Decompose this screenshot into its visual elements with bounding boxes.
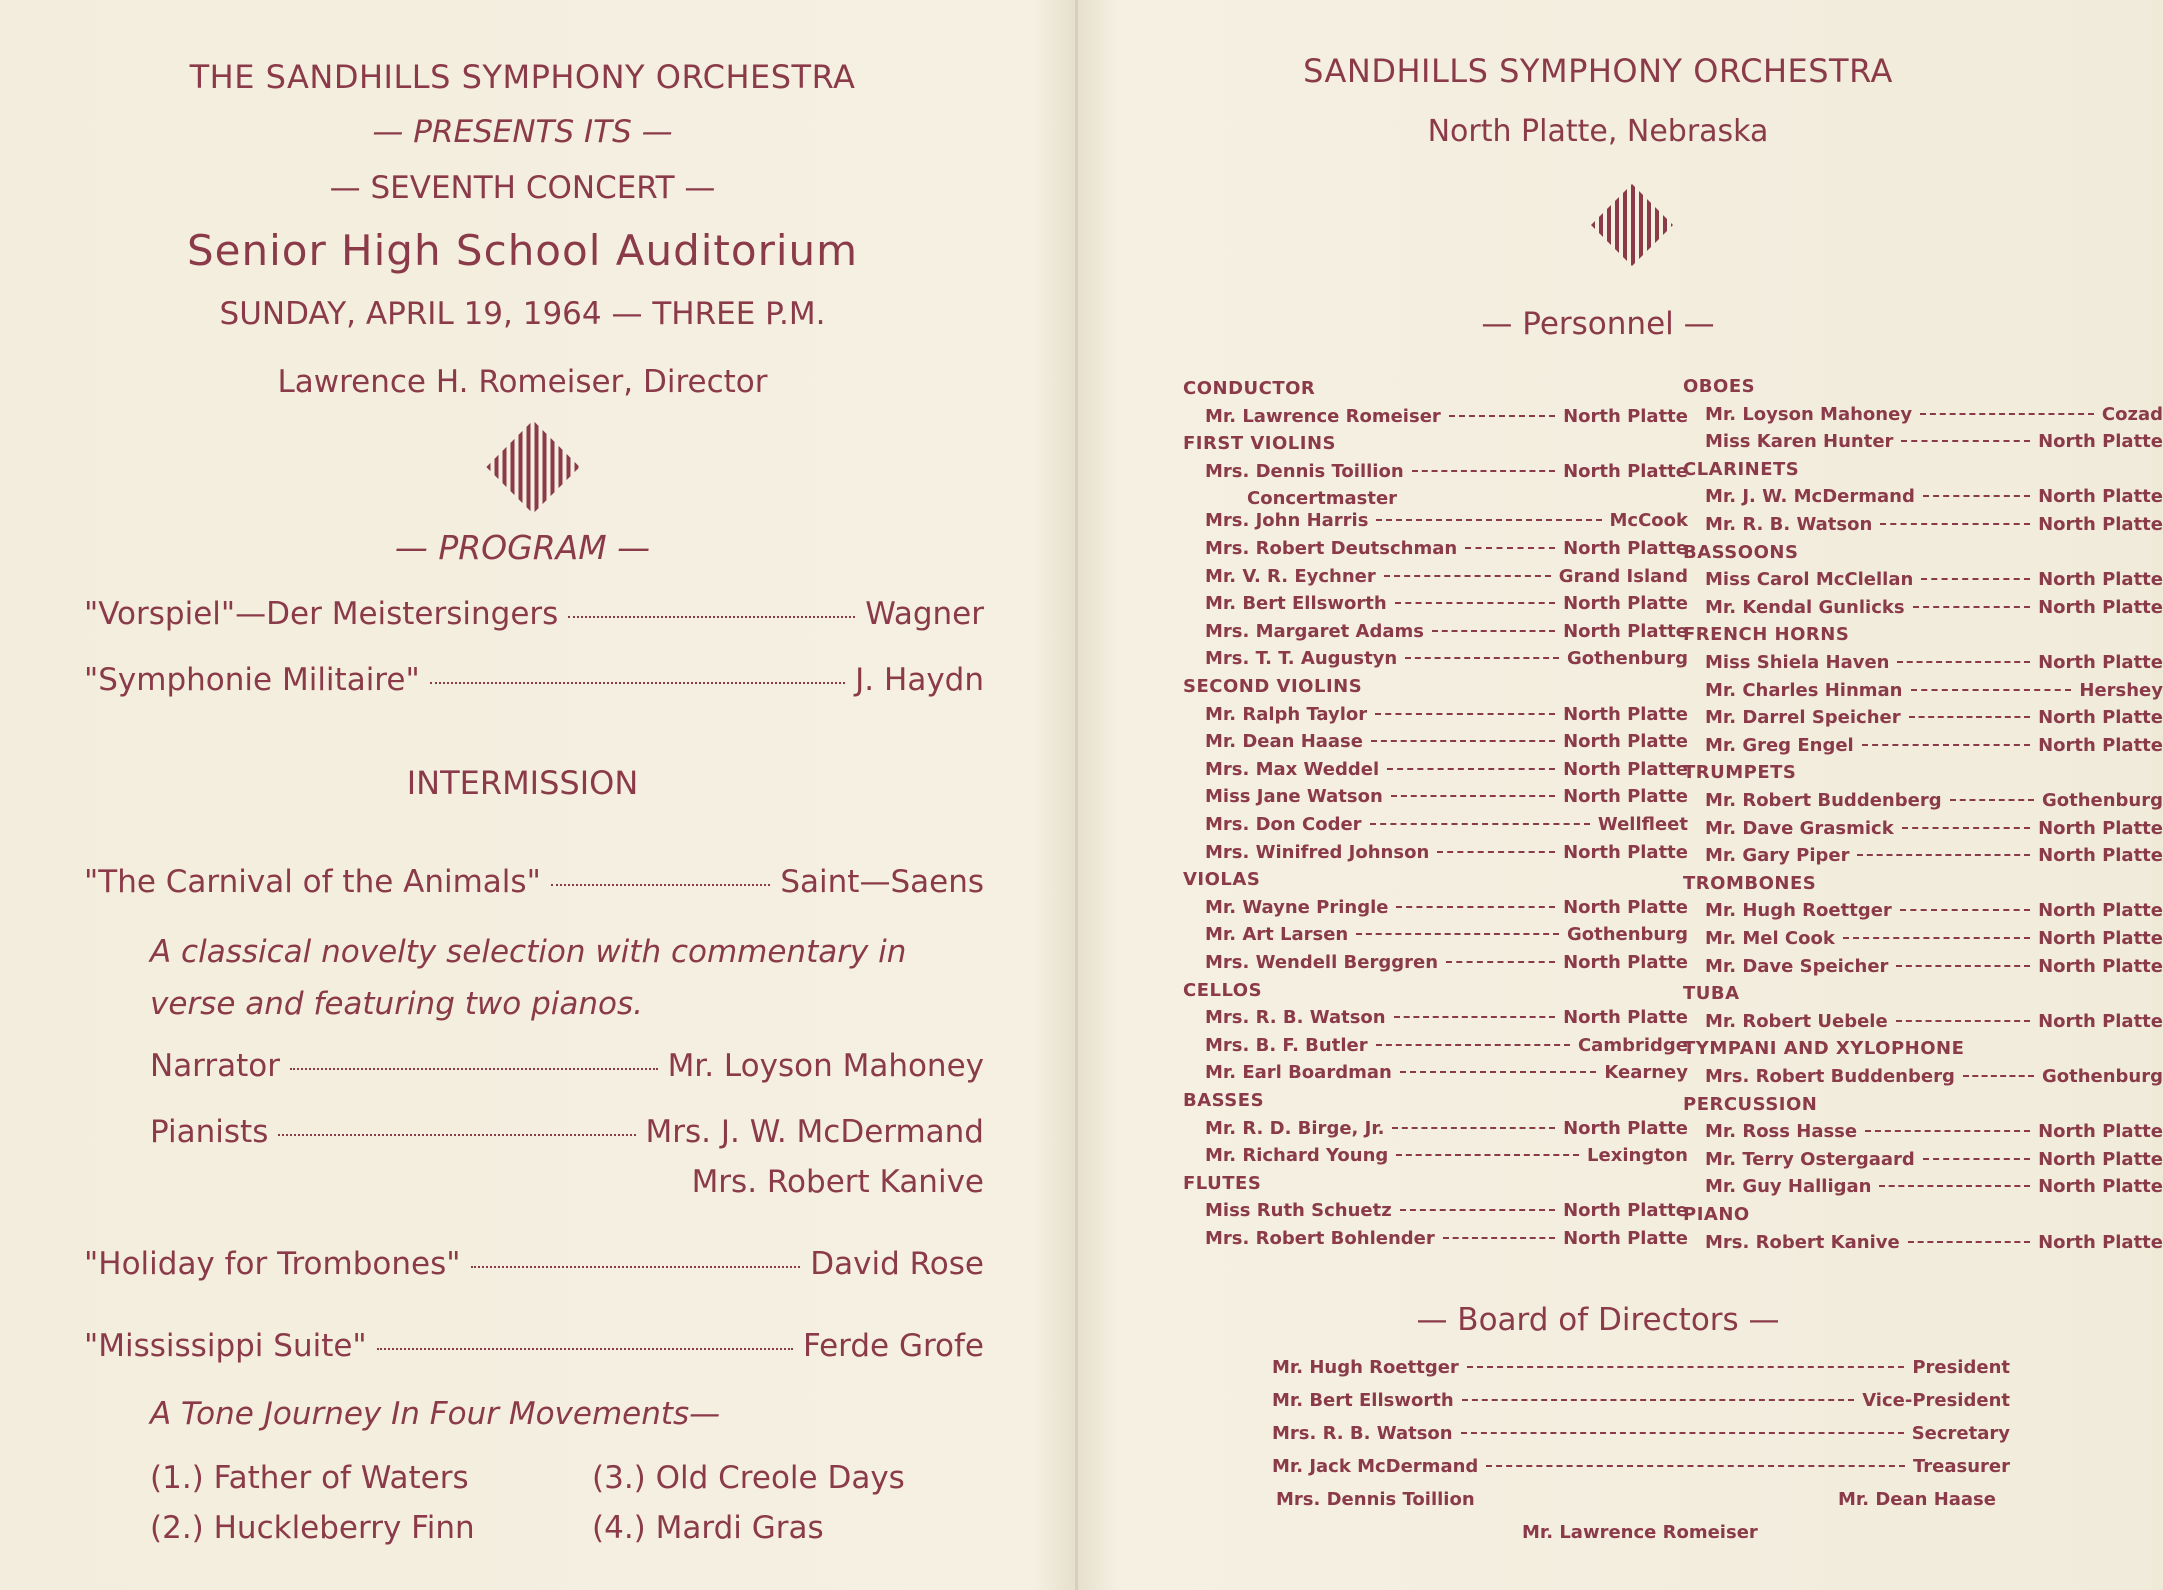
section-heading: CONDUCTOR (1183, 378, 1316, 399)
program-title: "Vorspiel"—Der Meistersingers (84, 596, 559, 632)
member-town: North Platte (2038, 514, 2163, 535)
member-row (1205, 461, 1688, 482)
dash-leader (1880, 523, 2030, 525)
concert-line: — SEVENTH CONCERT — (329, 170, 716, 206)
member-row (1705, 1121, 2163, 1142)
member-town: North Platte (2038, 817, 2163, 839)
left-panel (0, 0, 1075, 1590)
member-name: Mrs. Robert Buddenberg (1705, 1066, 1955, 1087)
member-row (1205, 510, 1688, 531)
section-heading: SECOND VIOLINS (1183, 676, 1363, 697)
member-name: Mr. Hugh Roettger (1705, 900, 1892, 922)
dash-leader (1412, 470, 1555, 472)
section-heading: VIOLAS (1183, 869, 1261, 891)
member-town: North Platte (2038, 1148, 2163, 1170)
member-town: North Platte (1563, 841, 1688, 863)
member-row (1705, 597, 2163, 618)
pianist-name: Mrs. Robert Kanive (691, 1164, 984, 1200)
member-town: North Platte (1563, 1007, 1688, 1029)
board-member-name: Mrs. R. B. Watson (1272, 1423, 1453, 1444)
member-row (1705, 680, 2163, 701)
member-name: Mr. Art Larsen (1205, 924, 1349, 946)
pianists-row (150, 1114, 984, 1150)
personnel-heading: — Personnel — (1481, 306, 1715, 342)
member-town: North Platte (2038, 734, 2163, 756)
member-name: Mrs. T. T. Augustyn (1205, 648, 1398, 670)
dash-leader (1370, 823, 1590, 825)
dash-leader (1400, 1071, 1597, 1073)
member-town: Wellfleet (1597, 814, 1688, 835)
member-town: North Platte (2038, 569, 2163, 591)
member-town: Cozad (2101, 403, 2163, 425)
dash-leader (1384, 575, 1551, 577)
member-town: North Platte (2038, 596, 2163, 618)
dash-leader (1387, 768, 1555, 770)
dash-leader (1920, 413, 2094, 415)
member-name: Mr. Greg Engel (1705, 734, 1854, 756)
dash-leader (1467, 1366, 1905, 1368)
board-member-name: Mrs. Dennis Toillion (1276, 1489, 1475, 1510)
carnival-note: A classical novelty selection with commentary in (150, 934, 907, 970)
program-title: "Symphonie Militaire" (84, 662, 420, 698)
dash-leader (1376, 1044, 1570, 1046)
center-fold (1075, 0, 1078, 1590)
member-town: North Platte (2038, 1121, 2163, 1143)
member-town: North Platte (2038, 707, 2163, 729)
orchestra-title: SANDHILLS SYMPHONY ORCHESTRA (1303, 52, 1893, 90)
member-name: Mr. Dean Haase (1205, 731, 1363, 753)
dash-leader (1896, 965, 2030, 967)
program-composer: J. Haydn (855, 662, 984, 698)
dash-leader (1400, 1209, 1555, 1211)
member-name: Mr. Earl Boardman (1205, 1062, 1392, 1084)
member-row (1205, 1062, 1688, 1083)
member-row (1705, 790, 2163, 811)
member-name: Mr. J. W. McDermand (1705, 486, 1915, 508)
member-name: Mrs. B. F. Butler (1205, 1034, 1368, 1056)
program-heading: — PROGRAM — (394, 528, 651, 567)
member-row (1205, 1228, 1688, 1249)
dash-leader (1901, 440, 2030, 442)
member-town: Hershey (2079, 679, 2163, 701)
member-row (1205, 1118, 1688, 1139)
dash-leader (1405, 657, 1559, 659)
member-town: North Platte (2038, 652, 2163, 673)
dash-leader (1462, 1399, 1855, 1401)
member-name: Mr. Guy Halligan (1705, 1176, 1872, 1198)
member-row (1205, 1145, 1688, 1166)
pianists-label: Pianists (150, 1114, 269, 1150)
narrator-row (150, 1048, 984, 1084)
member-town: North Platte (1563, 758, 1688, 780)
member-name: Miss Karen Hunter (1705, 431, 1894, 453)
movement-item: (2.) Huckleberry Finn (150, 1510, 475, 1546)
member-row (1205, 621, 1688, 642)
member-row (1705, 707, 2163, 728)
member-name: Mrs. Max Weddel (1205, 758, 1380, 780)
program-composer: Wagner (865, 596, 984, 632)
member-row (1705, 486, 2163, 507)
member-town: North Platte (2038, 1010, 2163, 1032)
board-role: Treasurer (1912, 1456, 2010, 1477)
member-town: North Platte (2038, 845, 2163, 867)
member-row (1705, 652, 2163, 673)
board-member-name: Mr. Dean Haase (1838, 1489, 1996, 1510)
dot-leader (430, 682, 845, 684)
dash-leader (1923, 495, 2030, 497)
dash-leader (1461, 1432, 1904, 1434)
member-town: Kearney (1604, 1062, 1688, 1084)
member-row (1705, 735, 2163, 756)
dash-leader (1396, 1154, 1579, 1156)
section-heading: TYMPANI AND XYLOPHONE (1683, 1038, 1965, 1060)
member-town: North Platte (1563, 1200, 1688, 1222)
program-title: "Holiday for Trombones" (84, 1246, 461, 1282)
carnival-note: verse and featuring two pianos. (150, 986, 643, 1022)
member-name: Mrs. John Harris (1205, 510, 1369, 532)
member-name: Mr. Robert Buddenberg (1705, 790, 1942, 811)
member-row (1705, 1066, 2163, 1087)
dash-leader (1394, 1016, 1555, 1018)
dot-leader (377, 1348, 793, 1350)
dot-leader (278, 1134, 635, 1136)
member-name: Mr. Loyson Mahoney (1705, 403, 1913, 425)
member-town: North Platte (2038, 486, 2163, 508)
program-item (84, 1246, 984, 1282)
member-name: Mrs. Dennis Toillion (1205, 460, 1404, 482)
member-town: North Platte (2038, 431, 2163, 453)
member-row (1705, 1176, 2163, 1197)
member-town: Cambridge (1577, 1034, 1688, 1056)
section-heading: TRUMPETS (1683, 762, 1797, 784)
member-name: Mr. R. D. Birge, Jr. (1205, 1117, 1385, 1139)
concert-date: SUNDAY, APRIL 19, 1964 — THREE P.M. (219, 296, 826, 332)
member-row (1705, 956, 2163, 977)
dash-leader (1449, 415, 1555, 417)
member-name: Mr. Darrel Speicher (1705, 707, 1901, 729)
member-row (1705, 514, 2163, 535)
member-role-note: Concertmaster (1247, 488, 1398, 510)
member-row (1205, 759, 1688, 780)
program-title: "The Carnival of the Animals" (84, 864, 541, 900)
member-town: Lexington (1587, 1145, 1688, 1167)
dash-leader (1396, 906, 1555, 908)
dash-leader (1900, 909, 2030, 911)
dash-leader (1371, 740, 1555, 742)
diamond-ornament-icon (486, 420, 579, 513)
section-heading: PIANO (1683, 1204, 1750, 1225)
member-row (1705, 845, 2163, 866)
dash-leader (1896, 1020, 2030, 1022)
dash-leader (1465, 547, 1555, 549)
dash-leader (1908, 1241, 2030, 1243)
member-row (1205, 1035, 1688, 1056)
section-heading: BASSOONS (1683, 541, 1799, 563)
member-town: North Platte (1563, 620, 1688, 642)
board-row (1272, 1390, 2010, 1411)
member-name: Miss Jane Watson (1205, 786, 1383, 808)
diamond-ornament-icon (1591, 184, 1673, 266)
section-heading: BASSES (1183, 1090, 1265, 1111)
member-row (1205, 538, 1688, 559)
member-town: North Platte (2038, 955, 2163, 977)
dash-leader (1902, 827, 2030, 829)
dash-leader (1963, 1075, 2034, 1077)
dash-leader (1897, 661, 2030, 663)
program-title: "Mississippi Suite" (84, 1328, 367, 1364)
dash-leader (1432, 630, 1555, 632)
section-heading: PERCUSSION (1683, 1093, 1818, 1115)
dash-leader (1486, 1465, 1905, 1467)
member-name: Mrs. Robert Bohlender (1205, 1228, 1435, 1249)
member-name: Mr. Lawrence Romeiser (1205, 405, 1441, 427)
dot-leader (471, 1266, 801, 1268)
orchestra-title: THE SANDHILLS SYMPHONY ORCHESTRA (189, 58, 856, 96)
presents-line: — PRESENTS ITS — (372, 114, 673, 150)
member-name: Mr. Kendal Gunlicks (1705, 596, 1905, 618)
member-town: North Platte (2038, 1231, 2163, 1253)
board-row (1272, 1423, 2010, 1444)
pianist-name: Mrs. J. W. McDermand (645, 1114, 984, 1150)
member-name: Mrs. Wendell Berggren (1205, 952, 1439, 973)
program-item (84, 1328, 984, 1364)
dash-leader (1911, 689, 2072, 691)
section-heading: TROMBONES (1683, 872, 1817, 894)
member-row (1705, 431, 2163, 452)
member-name: Mr. Ross Hasse (1705, 1121, 1858, 1143)
member-town: North Platte (1563, 593, 1688, 615)
member-row (1205, 406, 1688, 427)
program-composer: Saint—Saens (780, 864, 984, 900)
member-row (1205, 1007, 1688, 1028)
member-town: North Platte (1563, 731, 1688, 753)
movement-item: (1.) Father of Waters (150, 1460, 469, 1496)
venue: Senior High School Auditorium (186, 226, 859, 275)
member-name: Mr. Ralph Taylor (1205, 703, 1368, 725)
member-town: Gothenburg (2041, 790, 2163, 811)
member-town: McCook (1609, 510, 1688, 532)
dash-leader (1443, 1237, 1555, 1239)
member-town: North Platte (2038, 928, 2163, 949)
member-town: Gothenburg (2041, 1066, 2163, 1087)
board-member-name: Mr. Lawrence Romeiser (1522, 1522, 1758, 1543)
member-row (1205, 731, 1688, 752)
member-town: North Platte (1563, 1228, 1688, 1249)
program-composer: David Rose (810, 1246, 984, 1282)
member-town: North Platte (1563, 460, 1688, 482)
section-heading: FRENCH HORNS (1683, 624, 1850, 646)
member-town: North Platte (2038, 900, 2163, 922)
dash-leader (1862, 744, 2030, 746)
section-heading: OBOES (1683, 376, 1756, 397)
intermission: INTERMISSION (406, 764, 639, 802)
member-town: North Platte (1563, 786, 1688, 808)
member-name: Mr. V. R. Eychner (1205, 565, 1376, 587)
member-row (1705, 404, 2163, 425)
member-row (1205, 842, 1688, 863)
member-row (1205, 814, 1688, 835)
member-name: Mrs. Don Coder (1205, 814, 1362, 835)
movement-item: (3.) Old Creole Days (592, 1460, 905, 1496)
member-town: North Platte (1563, 703, 1688, 725)
narrator-label: Narrator (150, 1048, 280, 1084)
dash-leader (1375, 713, 1555, 715)
dash-leader (1446, 961, 1555, 963)
board-row (1272, 1357, 2010, 1378)
board-heading: — Board of Directors — (1416, 1302, 1780, 1338)
program-composer: Ferde Grofe (802, 1328, 984, 1364)
section-heading: CELLOS (1183, 979, 1263, 1001)
member-name: Mr. Bert Ellsworth (1205, 593, 1387, 615)
dash-leader (1879, 1185, 2030, 1187)
member-row (1705, 569, 2163, 590)
member-row (1705, 818, 2163, 839)
board-row (1272, 1456, 2010, 1477)
member-name: Mr. Gary Piper (1705, 845, 1850, 867)
section-heading: CLARINETS (1683, 458, 1800, 480)
member-name: Mr. Charles Hinman (1705, 679, 1903, 701)
member-town: North Platte (1563, 952, 1688, 973)
dash-leader (1909, 716, 2030, 718)
dash-leader (1391, 795, 1555, 797)
dash-leader (1437, 851, 1555, 853)
member-row (1205, 566, 1688, 587)
member-name: Miss Ruth Schuetz (1205, 1200, 1392, 1222)
member-name: Mrs. Robert Kanive (1705, 1231, 1900, 1253)
member-town: North Platte (1563, 538, 1688, 559)
member-town: Grand Island (1558, 565, 1688, 587)
member-row (1205, 897, 1688, 918)
member-name: Mrs. Winifred Johnson (1205, 841, 1430, 863)
dash-leader (1376, 519, 1601, 521)
dash-leader (1865, 1130, 2030, 1132)
movement-item: (4.) Mardi Gras (592, 1510, 824, 1546)
member-row (1705, 928, 2163, 949)
narrator-name: Mr. Loyson Mahoney (667, 1048, 984, 1084)
director-line: Lawrence H. Romeiser, Director (277, 364, 768, 400)
member-town: North Platte (1563, 1117, 1688, 1139)
member-name: Mr. Dave Speicher (1705, 955, 1889, 977)
board-member-name: Mr. Bert Ellsworth (1272, 1390, 1454, 1411)
dash-leader (1913, 606, 2031, 608)
dot-leader (551, 884, 771, 886)
section-heading: TUBA (1683, 983, 1740, 1005)
board-member-name: Mr. Hugh Roettger (1272, 1357, 1459, 1378)
member-name: Mrs. R. B. Watson (1205, 1007, 1386, 1029)
dash-leader (1356, 933, 1559, 935)
member-row (1705, 1232, 2163, 1253)
member-row (1205, 952, 1688, 973)
member-name: Mrs. Margaret Adams (1205, 620, 1424, 642)
dash-leader (1857, 854, 2030, 856)
program-item (84, 864, 984, 900)
dash-leader (1392, 1127, 1555, 1129)
member-town: Gothenburg (1566, 648, 1688, 670)
dash-leader (1921, 578, 2030, 580)
dot-leader (568, 616, 855, 618)
member-row (1205, 1200, 1688, 1221)
member-row (1205, 924, 1688, 945)
member-name: Miss Carol McClellan (1705, 569, 1914, 591)
program-item (84, 662, 984, 698)
program-item (84, 596, 984, 632)
dash-leader (1395, 602, 1555, 604)
member-row (1205, 704, 1688, 725)
member-town: North Platte (2038, 1176, 2163, 1198)
member-row (1705, 1149, 2163, 1170)
member-name: Mr. Robert Uebele (1705, 1010, 1888, 1032)
member-name: Mr. Richard Young (1205, 1145, 1389, 1167)
board-role: President (1912, 1357, 2010, 1378)
member-town: Gothenburg (1566, 924, 1688, 946)
member-row (1205, 593, 1688, 614)
member-name: Mr. Wayne Pringle (1205, 896, 1389, 918)
member-name: Mr. Dave Grasmick (1705, 817, 1894, 839)
section-heading: FIRST VIOLINS (1183, 433, 1336, 455)
member-name: Mr. Terry Ostergaard (1705, 1148, 1915, 1170)
member-town: North Platte (1563, 405, 1688, 427)
member-row (1205, 786, 1688, 807)
member-town: North Platte (1563, 896, 1688, 918)
member-name: Miss Shiela Haven (1705, 652, 1890, 673)
member-name: Mr. R. B. Watson (1705, 514, 1873, 535)
dash-leader (1923, 1158, 2030, 1160)
member-name: Mrs. Robert Deutschman (1205, 538, 1458, 559)
dot-leader (290, 1068, 658, 1070)
section-heading: FLUTES (1183, 1172, 1262, 1194)
member-row (1705, 900, 2163, 921)
board-member-name: Mr. Jack McDermand (1272, 1456, 1479, 1477)
dash-leader (1950, 799, 2034, 801)
right-panel (1080, 0, 2163, 1590)
suite-note: A Tone Journey In Four Movements— (150, 1396, 721, 1432)
member-row (1705, 1011, 2163, 1032)
board-role: Vice-President (1862, 1390, 2010, 1411)
board-role: Secretary (1911, 1423, 2010, 1444)
city-line: North Platte, Nebraska (1427, 114, 1769, 149)
member-name: Mr. Mel Cook (1705, 928, 1835, 949)
dash-leader (1843, 937, 2030, 939)
member-row (1205, 648, 1688, 669)
